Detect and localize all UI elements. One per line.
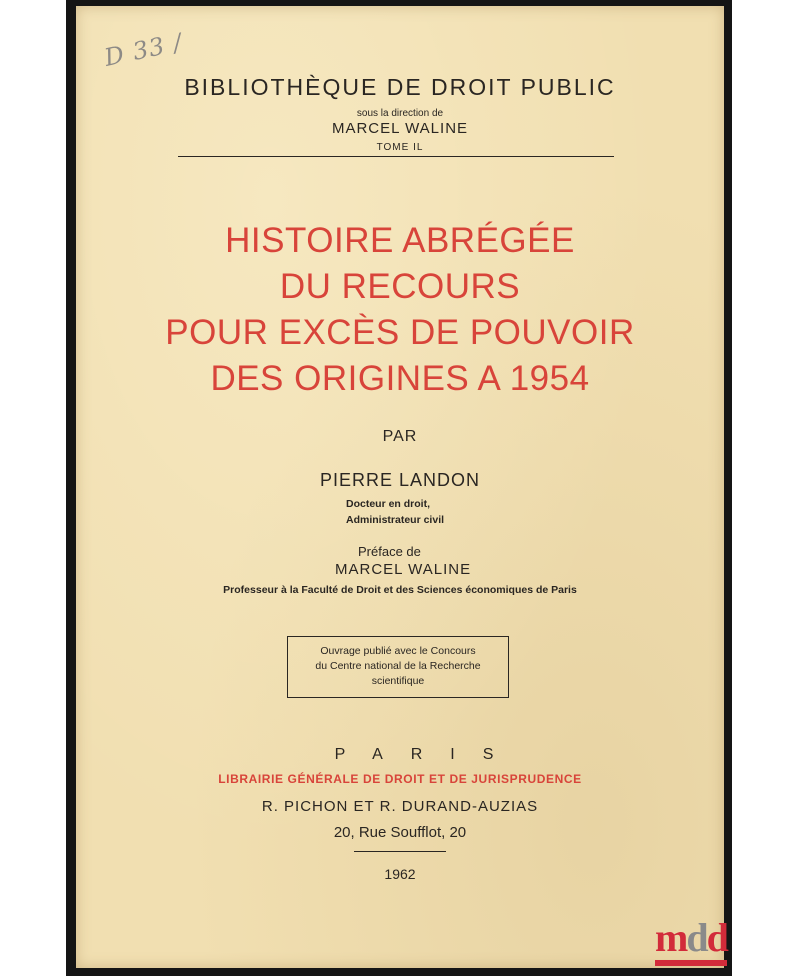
publisher-address: 20, Rue Soufflot, 20 <box>333 824 467 841</box>
preface-author: MARCEL WALINE <box>335 561 472 578</box>
title-line: DES ORIGINES A 1954 <box>210 359 590 398</box>
header-divider <box>178 156 614 157</box>
book-title <box>76 218 724 402</box>
publisher-name: LIBRAIRIE GÉNÉRALE DE DROIT ET DE JURISPRUDENCE <box>218 772 582 786</box>
author-credential: Docteur en droit, <box>346 498 431 510</box>
mdd-logo: mdd <box>655 915 727 960</box>
notice-line: du Centre national de la Recherche <box>315 660 481 672</box>
series-direction-label: sous la direction de <box>356 108 444 119</box>
publication-notice-box <box>287 636 509 698</box>
title-line: DU RECOURS <box>279 267 521 306</box>
series-title: BIBLIOTHÈQUE DE DROIT PUBLIC <box>184 74 616 100</box>
logo-underline <box>655 960 727 966</box>
footer-divider <box>354 851 446 852</box>
notice-line: Ouvrage publié avec le Concours <box>320 645 476 657</box>
series-volume: TOME IL <box>376 142 424 153</box>
publisher-imprint: R. PICHON ET R. DURAND-AUZIAS <box>261 798 539 815</box>
preface-author-title: Professeur à la Faculté de Droit et des Sciences économiques de Paris <box>223 584 577 596</box>
notice-line: scientifique <box>371 675 425 687</box>
by-label: PAR <box>382 428 418 445</box>
handwritten-mark: D 33 / <box>101 28 186 72</box>
publisher-city: PARIS <box>334 746 522 763</box>
series-director: MARCEL WALINE <box>331 120 469 137</box>
preface-label: Préface de <box>358 544 421 559</box>
title-line: HISTOIRE ABRÉGÉE <box>225 221 575 260</box>
publication-year: 1962 <box>384 866 416 882</box>
author-name: PIERRE LANDON <box>319 470 481 490</box>
author-credential: Administrateur civil <box>346 514 445 526</box>
title-line: POUR EXCÈS DE POUVOIR <box>165 313 635 352</box>
